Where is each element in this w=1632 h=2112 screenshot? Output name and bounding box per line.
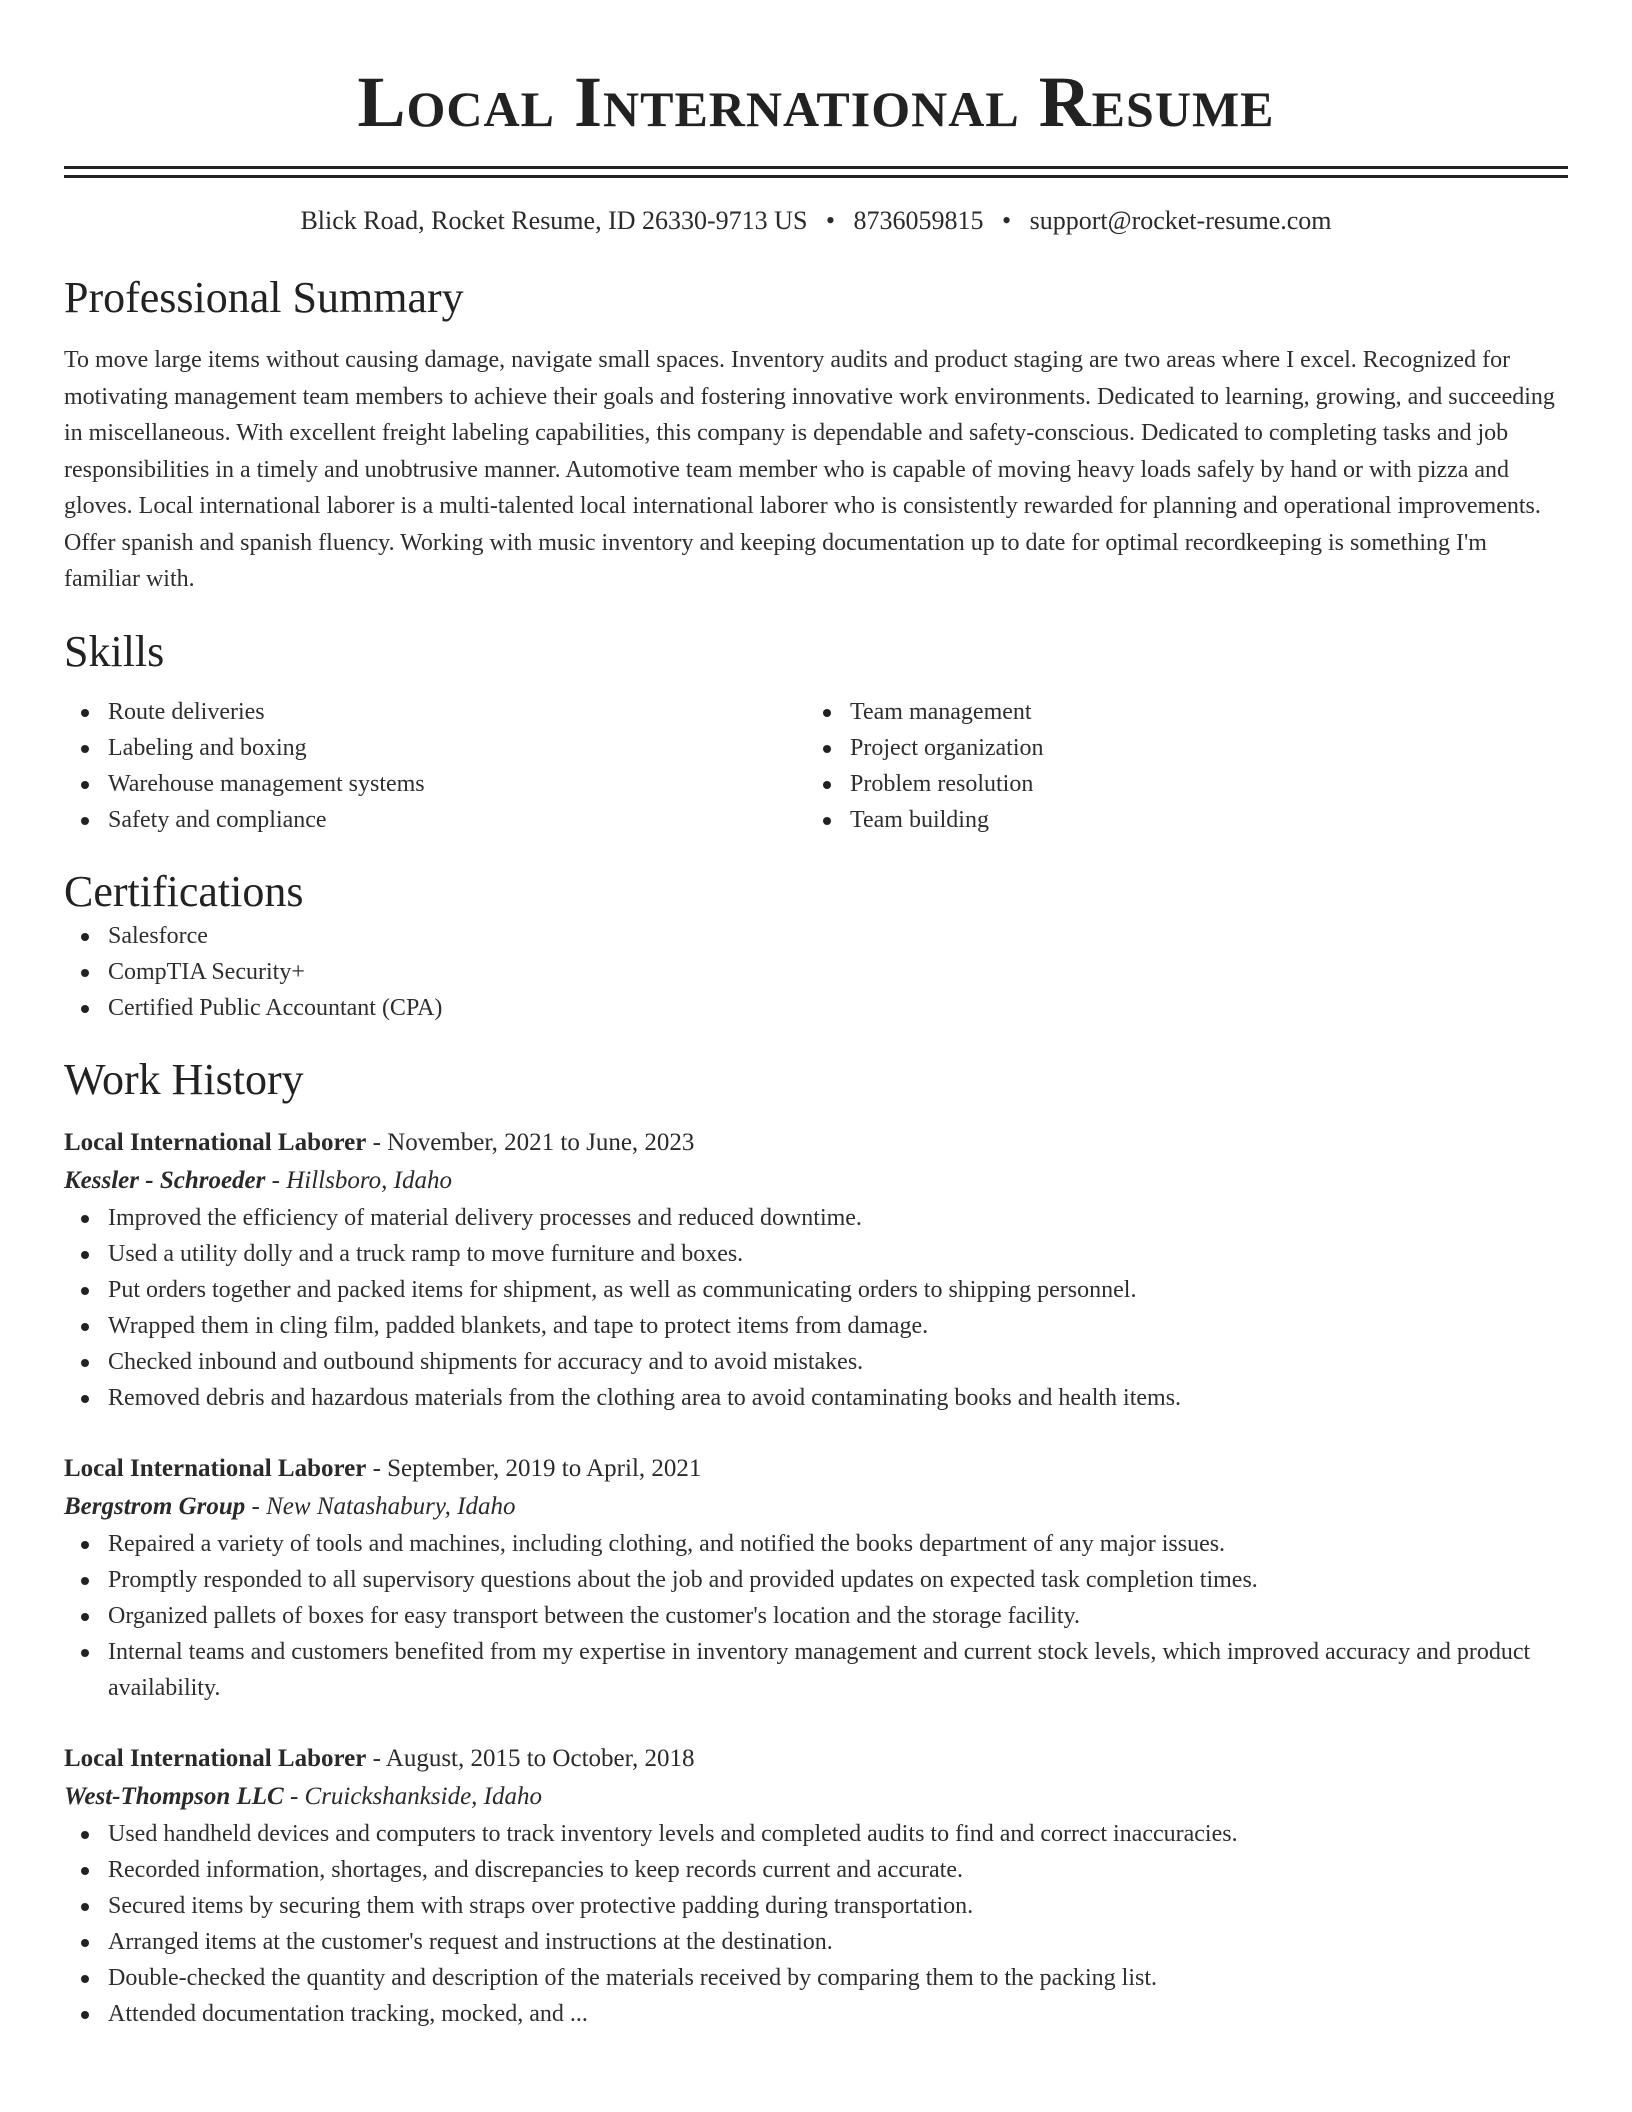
- contact-address: Blick Road, Rocket Resume, ID 26330-9713 US: [300, 206, 808, 235]
- skill-item: Team building: [806, 802, 1548, 838]
- summary-section: [64, 272, 1568, 598]
- skills-heading: Skills: [64, 626, 165, 676]
- job-bullets: [64, 1816, 1568, 2032]
- contact-separator: •: [1002, 206, 1012, 235]
- skill-item: Team management: [806, 694, 1548, 730]
- skill-item: Safety and compliance: [64, 802, 806, 838]
- job-dates: - August, 2015 to October, 2018: [366, 1744, 695, 1772]
- certifications-list: [64, 918, 1568, 1026]
- skills-section: [64, 626, 1568, 838]
- job-role: Local International Laborer: [64, 1454, 367, 1482]
- job-bullet: Used a utility dolly and a truck ramp to move furniture and boxes.: [64, 1236, 1568, 1272]
- job-header: [64, 1450, 1568, 1488]
- job-entry: [64, 1124, 1568, 1416]
- job-dates: - November, 2021 to June, 2023: [366, 1128, 695, 1156]
- skills-list-right: [806, 694, 1548, 838]
- job-bullet: Put orders together and packed items for shipment, as well as communicating orders to shipping personnel.: [64, 1272, 1568, 1308]
- work-history-heading: Work History: [64, 1054, 304, 1104]
- job-role: Local International Laborer: [64, 1744, 367, 1772]
- certification-item: Certified Public Accountant (CPA): [64, 990, 1568, 1026]
- skill-item: Project organization: [806, 730, 1548, 766]
- skills-column-left: [64, 694, 806, 838]
- skills-list-left: [64, 694, 806, 838]
- job-company-line: [64, 1778, 1568, 1816]
- job-bullet: Repaired a variety of tools and machines, including clothing, and notified the books department of any major issues.: [64, 1526, 1568, 1562]
- job-header: [64, 1124, 1568, 1162]
- job-bullet: Used handheld devices and computers to track inventory levels and completed audits to find and correct inaccuracies.: [64, 1816, 1568, 1852]
- skill-item: Labeling and boxing: [64, 730, 806, 766]
- job-bullet: Secured items by securing them with straps over protective padding during transportation.: [64, 1888, 1568, 1924]
- resume-page: [64, 0, 1568, 2032]
- certifications-section: [64, 866, 1568, 1026]
- job-company-line: [64, 1162, 1568, 1200]
- certification-item: Salesforce: [64, 918, 1568, 954]
- title-double-rule: [64, 166, 1568, 178]
- job-role: Local International Laborer: [64, 1128, 367, 1156]
- job-bullet: Recorded information, shortages, and discrepancies to keep records current and accurate.: [64, 1852, 1568, 1888]
- skills-grid: [64, 694, 1568, 838]
- work-history-section: [64, 1054, 1568, 2032]
- summary-heading: Professional Summary: [64, 273, 464, 322]
- job-company: Bergstrom Group: [64, 1492, 246, 1520]
- job-dates: - September, 2019 to April, 2021: [366, 1454, 702, 1482]
- certifications-heading: Certifications: [64, 866, 304, 916]
- contact-email: support@rocket-resume.com: [1029, 206, 1332, 235]
- job-bullet: Promptly responded to all supervisory questions about the job and provided updates on expected task completion times.: [64, 1562, 1568, 1598]
- job-company: Kessler - Schroeder: [64, 1166, 266, 1194]
- skill-item: Warehouse management systems: [64, 766, 806, 802]
- job-bullet: Organized pallets of boxes for easy transport between the customer's location and the storage facility.: [64, 1598, 1568, 1634]
- contact-line: [64, 204, 1568, 238]
- summary-text: To move large items without causing damage, navigate small spaces. Inventory audits and product staging are two areas where I excel. Recognized for motivating management team members to achieve their goals and fostering innovative work environments. Dedicated to learning, growing, and succeeding in miscellaneous. With excellent freight labeling capabilities, this company is dependable and safety-conscious. Dedicated to completing tasks and job responsibilities in a timely and unobtrusive manner. Automotive team member who is capable of moving heavy loads safely by hand or with pizza and gloves. Local international laborer is a multi-talented local international laborer who is consistently rewarded for planning and operational improvements. Offer spanish and spanish fluency. Working with music inventory and keeping documentation up to date for optimal recordkeeping is something I'm familiar with.: [64, 347, 1555, 592]
- job-bullets: [64, 1526, 1568, 1706]
- job-bullet: Double-checked the quantity and description of the materials received by comparing them to the packing list.: [64, 1960, 1568, 1996]
- skill-item: Problem resolution: [806, 766, 1548, 802]
- job-bullet: Internal teams and customers benefited from my expertise in inventory management and current stock levels, which improved accuracy and product availability.: [64, 1634, 1568, 1706]
- job-bullet: Checked inbound and outbound shipments for accuracy and to avoid mistakes.: [64, 1344, 1568, 1380]
- skills-column-right: [806, 694, 1548, 838]
- job-bullets: [64, 1200, 1568, 1416]
- job-entry: [64, 1740, 1568, 2032]
- job-company-line: [64, 1488, 1568, 1526]
- resume-title: Local International Resume: [357, 62, 1275, 142]
- job-location: - Cruickshankside, Idaho: [283, 1782, 542, 1810]
- contact-separator: •: [825, 206, 836, 235]
- certification-item: CompTIA Security+: [64, 954, 1568, 990]
- job-bullet: Wrapped them in cling film, padded blankets, and tape to protect items from damage.: [64, 1308, 1568, 1344]
- skill-item: Route deliveries: [64, 694, 806, 730]
- job-bullet: Removed debris and hazardous materials from the clothing area to avoid contaminating books and health items.: [64, 1380, 1568, 1416]
- job-bullet: Attended documentation tracking, mocked, and ...: [64, 1996, 1568, 2032]
- job-location: - Hillsboro, Idaho: [265, 1166, 452, 1194]
- job-bullet: Arranged items at the customer's request and instructions at the destination.: [64, 1924, 1568, 1960]
- job-company: West-Thompson LLC: [64, 1782, 284, 1810]
- job-bullet: Improved the efficiency of material delivery processes and reduced downtime.: [64, 1200, 1568, 1236]
- job-location: - New Natashabury, Idaho: [245, 1492, 516, 1520]
- job-entry: [64, 1450, 1568, 1706]
- job-header: [64, 1740, 1568, 1778]
- contact-phone: 8736059815: [853, 206, 984, 235]
